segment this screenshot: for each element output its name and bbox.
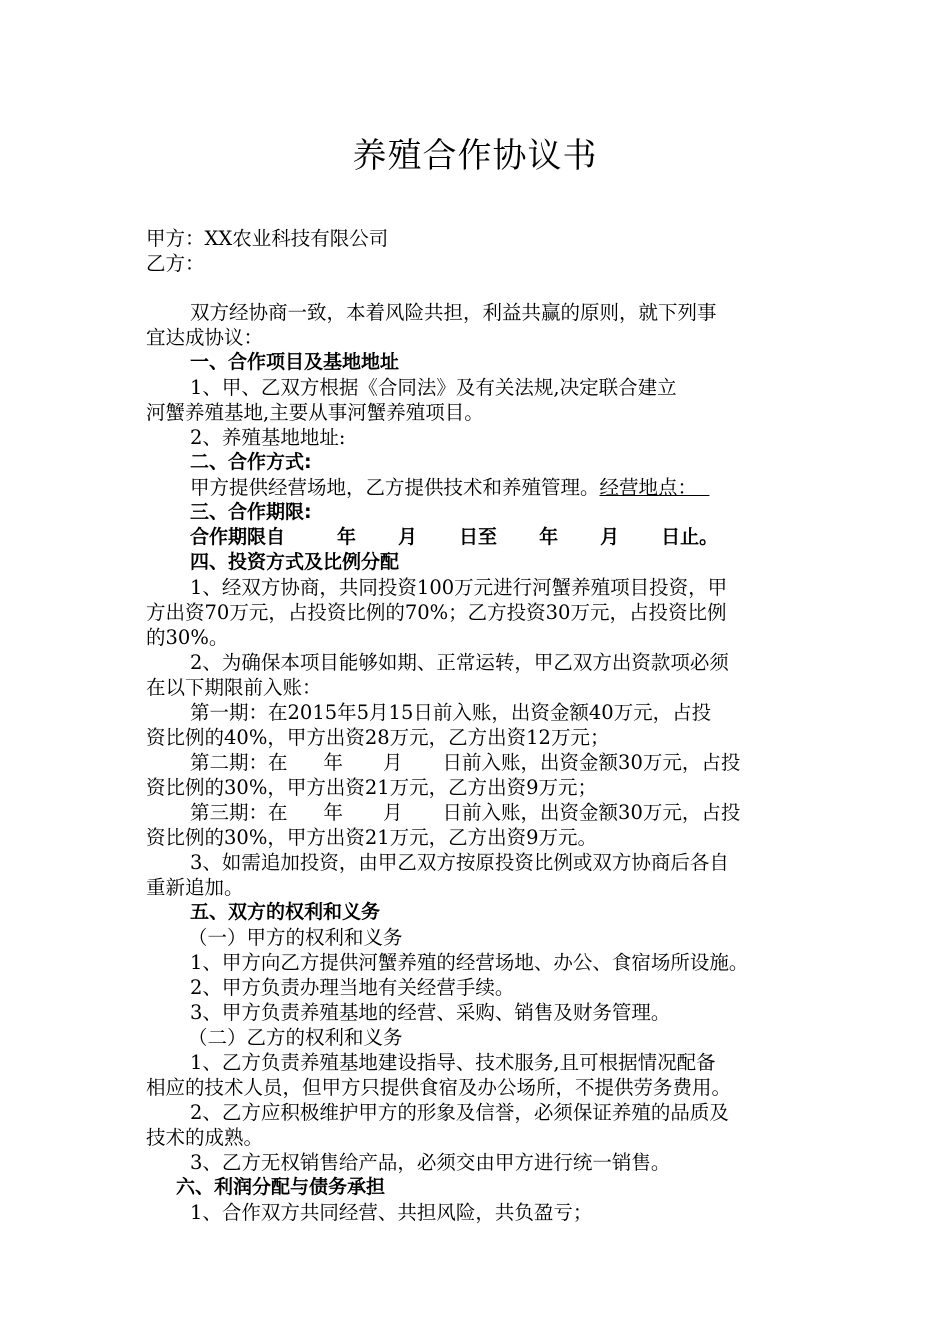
- party-b-p2-line-1: 2、乙方应积极维护甲方的形象及信誉，必须保证养殖的品质及: [190, 1101, 729, 1124]
- intro-line-2: 宜达成协议：: [146, 326, 264, 349]
- party-b: 乙方：: [146, 252, 205, 275]
- section-3-heading: 三、合作期限:: [190, 501, 312, 523]
- document-title: 养殖合作协议书: [352, 136, 598, 176]
- party-b-p2-line-2: 技术的成熟。: [146, 1126, 264, 1149]
- s6-p1: 1、合作双方共同经营、共担风险，共负盈亏；: [190, 1201, 593, 1224]
- phase-3-line-2: 资比例的30%，甲方出资21万元，乙方出资9万元。: [146, 826, 598, 849]
- s4-p1-line-1: 1、经双方协商，共同投资100万元进行河蟹养殖项目投资，甲: [190, 576, 728, 599]
- party-a: 甲方：XX农业科技有限公司: [146, 227, 389, 250]
- s4-p1-line-2: 方出资70万元，占投资比例的70%；乙方投资30万元，占投资比例: [146, 601, 727, 624]
- intro-line-1: 双方经协商一致，本着风险共担，利益共赢的原则，就下列事: [190, 301, 717, 324]
- s1-p1-line-1: 1、甲、乙双方根据《合同法》及有关法规,决定联合建立: [190, 376, 677, 399]
- party-a-rights-heading: （一）甲方的权利和义务: [188, 926, 403, 949]
- party-a-item-3: 3、甲方负责养殖基地的经营、采购、销售及财务管理。: [190, 1001, 671, 1024]
- party-a-item-1: 1、甲方向乙方提供河蟹养殖的经营场地、办公、食宿场所设施。: [190, 951, 749, 974]
- party-b-p3: 3、乙方无权销售给产品，必须交由甲方进行统一销售。: [190, 1151, 671, 1174]
- section-2-heading: 二、合作方式:: [190, 451, 312, 473]
- s4-p2-line-1: 2、为确保本项目能够如期、正常运转，甲乙双方出资款项必须: [190, 651, 729, 674]
- party-b-rights-heading: （二）乙方的权利和义务: [188, 1026, 403, 1049]
- phase-1-line-1: 第一期：在2015年5月15日前入账，出资金额40万元，占投: [190, 701, 712, 724]
- s4-p3-line-2: 重新追加。: [146, 876, 244, 899]
- s1-p1-line-2: 河蟹养殖基地,主要从事河蟹养殖项目。: [146, 401, 484, 424]
- section-6-heading: 六、利润分配与债务承担: [176, 1176, 386, 1198]
- phase-2-line-2: 资比例的30%，甲方出资21万元，乙方出资9万元；: [146, 776, 598, 799]
- business-location-field: 经营地点：: [599, 476, 698, 499]
- section-5-heading: 五、双方的权利和义务: [190, 901, 381, 923]
- s4-p1-line-3: 的30%。: [146, 626, 229, 649]
- s2-text: [190, 475, 709, 500]
- party-a-item-2: 2、甲方负责办理当地有关经营手续。: [190, 976, 515, 999]
- phase-2-line-1: 第二期：在 年 月 日前入账，出资金额30万元，占投: [190, 751, 741, 774]
- s2-cooperation-text: 甲方提供经营场地，乙方提供技术和养殖管理。: [190, 476, 600, 499]
- phase-3-line-1: 第三期：在 年 月 日前入账，出资金额30万元，占投: [190, 801, 741, 824]
- s4-p2-line-2: 在以下期限前入账：: [146, 676, 322, 699]
- party-b-p1-line-1: 1、乙方负责养殖基地建设指导、技术服务,且可根据情况配备: [190, 1051, 716, 1074]
- section-4-heading: 四、投资方式及比例分配: [190, 551, 400, 573]
- s4-p3-line-1: 3、如需追加投资，由甲乙双方按原投资比例或双方协商后各自: [190, 851, 729, 874]
- section-1-heading: 一、合作项目及基地地址: [190, 351, 400, 373]
- phase-1-line-2: 资比例的40%，甲方出资28万元，乙方出资12万元；: [146, 726, 610, 749]
- s1-p2: 2、养殖基地地址:: [190, 426, 346, 449]
- term-line: 合作期限自 年 月 日至 年 月 日止。: [190, 526, 719, 548]
- party-b-p1-line-2: 相应的技术人员，但甲方只提供食宿及办公场所，不提供劳务费用。: [146, 1076, 732, 1099]
